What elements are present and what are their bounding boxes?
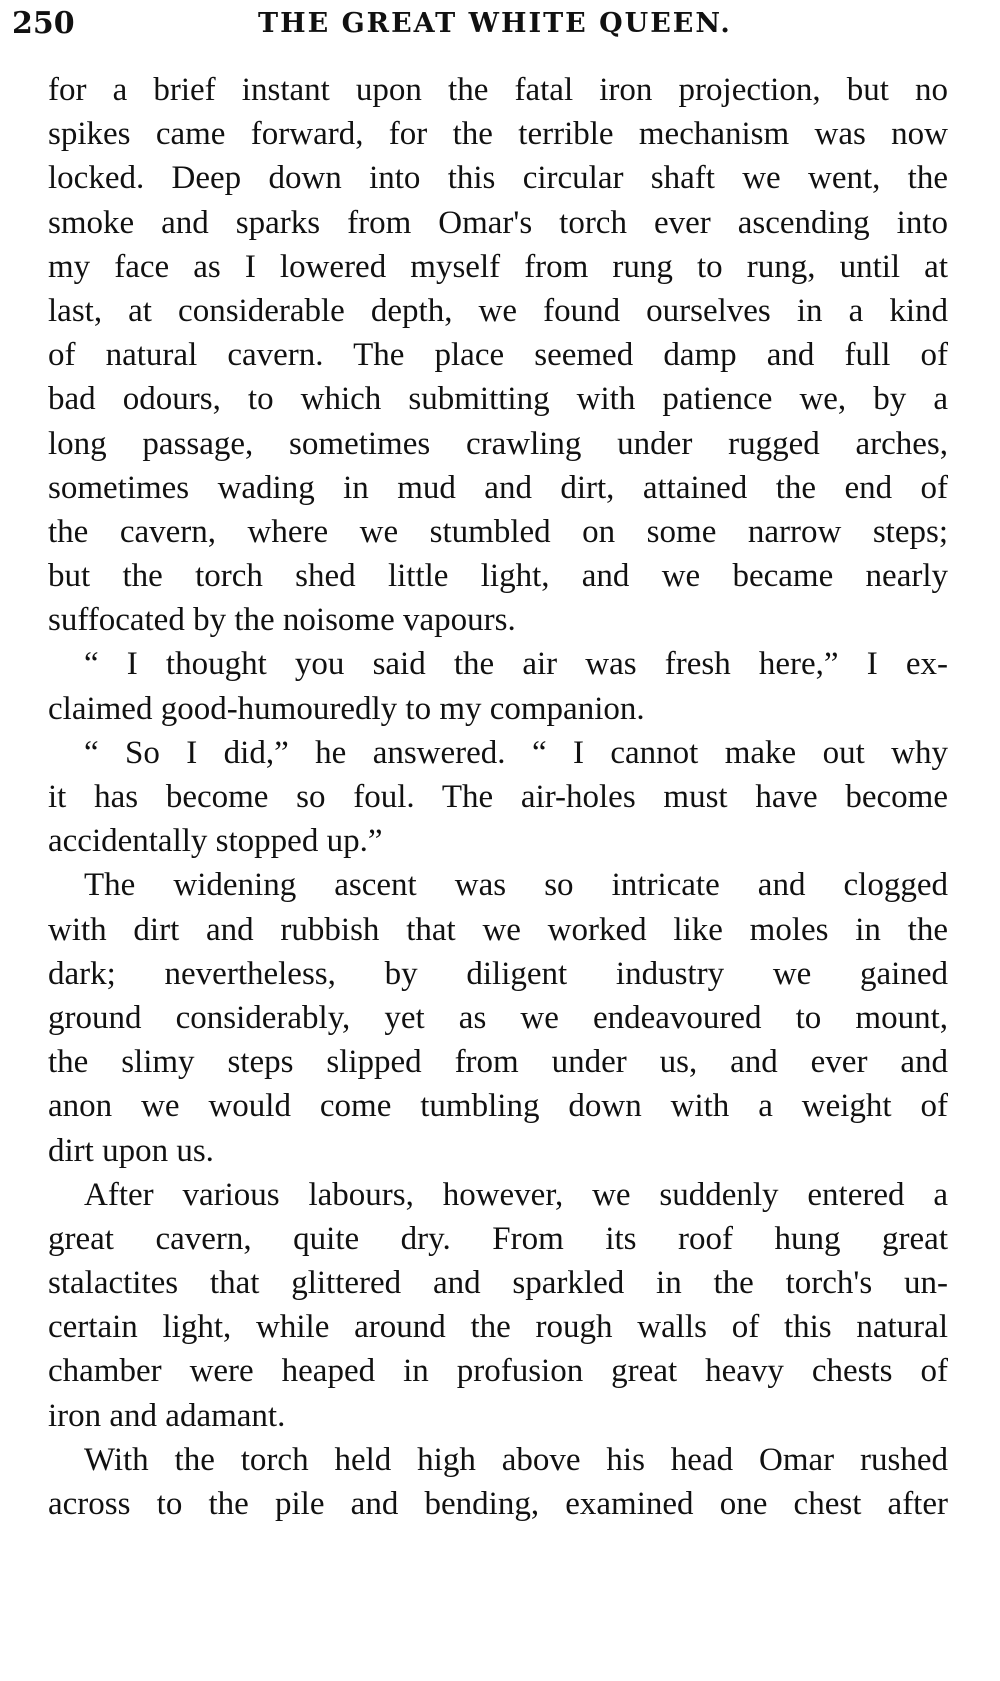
text-line: With the torch held high above his head Omar rushed <box>84 1441 948 1478</box>
text-line: bad odours, to which submitting with patience we, by a <box>48 381 948 418</box>
text-line: with dirt and rubbish that we worked like moles in the <box>48 911 948 948</box>
text-line: for a brief instant upon the fatal iron projection, but no <box>48 72 948 108</box>
text-line: certain light, while around the rough walls of this natural <box>48 1309 948 1346</box>
text-line: “ I thought you said the air was fresh here,” I ex- <box>84 646 948 683</box>
running-title: THE GREAT WHITE QUEEN. <box>258 8 732 39</box>
text-line: of natural cavern. The place seemed damp and full of <box>48 337 948 374</box>
text-line: locked. Deep down into this circular shaft we went, the <box>48 160 948 197</box>
body-text <box>48 68 948 1526</box>
text-line: smoke and sparks from Omar's torch ever ascending into <box>48 204 948 241</box>
text-line: claimed good-humouredly to my companion. <box>48 690 645 727</box>
text-line: chamber were heaped in profusion great heavy chests of <box>48 1353 948 1390</box>
text-line: sometimes wading in mud and dirt, attained the end of <box>48 469 948 506</box>
text-line: long passage, sometimes crawling under rugged arches, <box>48 425 948 462</box>
running-head <box>0 6 960 46</box>
text-line: dark; nevertheless, by diligent industry we gained <box>48 955 948 992</box>
text-line: suffocated by the noisome vapours. <box>48 602 516 639</box>
text-line: my face as I lowered myself from rung to rung, until at <box>48 248 948 285</box>
text-line: “ So I did,” he answered. “ I cannot make out why <box>84 734 948 771</box>
text-line: last, at considerable depth, we found ourselves in a kind <box>48 292 948 329</box>
text-line: it has become so foul. The air-holes must have become <box>48 779 948 815</box>
text-line: the slimy steps slipped from under us, and ever and <box>48 1044 948 1081</box>
text-line: iron and adamant. <box>48 1397 286 1434</box>
text-line: spikes came forward, for the terrible mechanism was now <box>48 116 948 153</box>
text-line: the cavern, where we stumbled on some narrow steps; <box>48 513 948 550</box>
text-line: across to the pile and bending, examined one chest after <box>48 1486 948 1522</box>
text-line: anon we would come tumbling down with a weight of <box>48 1088 948 1125</box>
text-line: dirt upon us. <box>48 1132 214 1169</box>
text-line: accidentally stopped up.” <box>48 823 383 860</box>
text-line: stalactites that glittered and sparkled in the torch's un- <box>48 1265 948 1302</box>
text-line: The widening ascent was so intricate and clogged <box>84 867 948 904</box>
text-line: After various labours, however, we suddenly entered a <box>84 1176 948 1213</box>
text-line: but the torch shed little light, and we became nearly <box>48 558 948 595</box>
text-line: ground considerably, yet as we endeavoured to mount, <box>48 999 948 1036</box>
page-number: 250 <box>12 6 75 41</box>
text-line: great cavern, quite dry. From its roof hung great <box>48 1220 948 1257</box>
